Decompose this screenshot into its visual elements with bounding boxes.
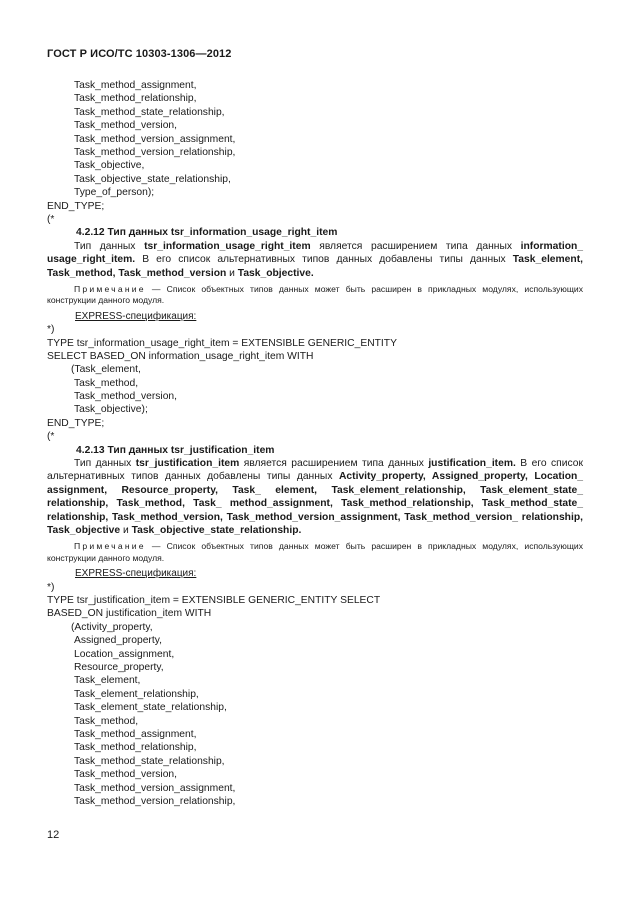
note-label: Примечание xyxy=(74,541,146,552)
code-line: Task_element_state_relationship, xyxy=(74,702,227,714)
section-heading: 4.2.13 Тип данных tsr_justification_item xyxy=(76,444,275,456)
paragraph-text: является расширением типа данных xyxy=(310,240,521,252)
code-line: Task_element, xyxy=(74,675,141,687)
express-label: EXPRESS-спецификация: xyxy=(75,568,197,580)
section-paragraph xyxy=(47,240,583,280)
code-line: Task_method_assignment, xyxy=(74,728,197,740)
note xyxy=(47,541,583,564)
code-line: (Activity_property, xyxy=(71,621,153,633)
code-line: BASED_ON justification_item WITH xyxy=(47,608,212,620)
code-line: Task_objective, xyxy=(74,160,145,172)
code-line: (Task_element, xyxy=(71,364,141,376)
code-line: END_TYPE; xyxy=(47,417,105,429)
code-line: Task_method_version, xyxy=(74,391,178,403)
note-text: — Список объектных типов данных может быть расширен в прикладных модулях, использующих конструкции данного модуля. xyxy=(47,283,583,306)
paragraph-bold: justification_item. xyxy=(428,458,516,470)
paragraph-text: Тип данных xyxy=(74,240,145,252)
code-line: Assigned_property, xyxy=(74,635,162,647)
page-number: 12 xyxy=(47,829,60,841)
paragraph-text: и xyxy=(226,267,238,279)
paragraph-bold: Activity_property, Assigned_property, Location_ assignment, Resource_property, Task_ element, Task_element_relationship, Task_element_state_ relationship, Task_method, Task_ method_assignment, Task_method_relationship, Task_method_state_ relationship, Task_method_version, Task_method_version_assignment, Task_method_version_ relationship, Task_objective xyxy=(47,471,583,537)
code-line: *) xyxy=(47,581,55,593)
paragraph-bold: Task_element, Task_method, Task_method_version xyxy=(47,254,583,279)
express-label: EXPRESS-спецификация: xyxy=(75,310,197,322)
code-line: Task_objective); xyxy=(74,404,148,416)
code-line: Task_method_version, xyxy=(74,120,178,132)
section-heading: 4.2.12 Тип данных tsr_information_usage_right_item xyxy=(76,227,338,239)
code-line: Task_method_version_assignment, xyxy=(74,133,236,145)
code-line: *) xyxy=(47,324,55,336)
code-line: Location_assignment, xyxy=(74,648,175,660)
code-line: Task_method_version_relationship, xyxy=(74,146,236,158)
note xyxy=(47,284,583,307)
code-line: END_TYPE; xyxy=(47,200,105,212)
paragraph-text: является расширением типа данных xyxy=(239,458,429,470)
code-line: Task_method_state_relationship, xyxy=(74,106,225,118)
code-line: Task_method, xyxy=(74,377,139,389)
paragraph-text: Тип данных xyxy=(74,458,136,470)
code-line: Task_objective_state_relationship, xyxy=(74,173,231,185)
paragraph-text: В его список альтернативных типов данных добавлены типы данных xyxy=(47,458,583,483)
code-line: Task_method_assignment, xyxy=(74,80,197,91)
code-line: Resource_property, xyxy=(74,662,164,673)
code-line: Task_element_relationship, xyxy=(74,688,199,700)
paragraph-text: В его список альтернативных типов данных добавлены типы данных xyxy=(135,254,513,266)
code-line: SELECT BASED_ON information_usage_right_item WITH xyxy=(47,350,314,362)
code-line: Task_method_version_relationship, xyxy=(74,795,236,807)
paragraph-bold: Task_objective_state_relationship. xyxy=(131,525,302,537)
code-line: (* xyxy=(47,431,55,443)
paragraph-bold: tsr_justification_item xyxy=(135,458,240,470)
code-line: TYPE tsr_information_usage_right_item = EXTENSIBLE GENERIC_ENTITY xyxy=(47,337,397,349)
page-content xyxy=(47,79,583,808)
code-line: Task_method, xyxy=(74,715,139,727)
paragraph-bold: tsr_information_usage_right_item xyxy=(144,240,311,252)
code-line: Task_method_relationship, xyxy=(74,742,197,754)
paragraph-bold: Task_objective. xyxy=(237,267,314,279)
code-line: Type_of_person); xyxy=(74,187,155,199)
note-label: Примечание xyxy=(74,283,146,294)
code-line: Task_method_state_relationship, xyxy=(74,755,225,767)
note-text: — Список объектных типов данных может быть расширен в прикладных модулях, использующих конструкции данного модуля. xyxy=(47,541,583,563)
code-line: Task_method_version, xyxy=(74,769,178,781)
document-header: ГОСТ Р ИСО/ТС 10303-1306—2012 xyxy=(47,48,232,60)
paragraph-bold: information_ usage_right_item. xyxy=(47,240,583,266)
code-line: Task_method_relationship, xyxy=(74,93,197,105)
code-line: (* xyxy=(47,213,55,225)
section-paragraph xyxy=(47,457,583,537)
paragraph-text: и xyxy=(120,525,132,537)
code-line: Task_method_version_assignment, xyxy=(74,782,236,794)
code-line: TYPE tsr_justification_item = EXTENSIBLE GENERIC_ENTITY SELECT xyxy=(47,595,381,607)
